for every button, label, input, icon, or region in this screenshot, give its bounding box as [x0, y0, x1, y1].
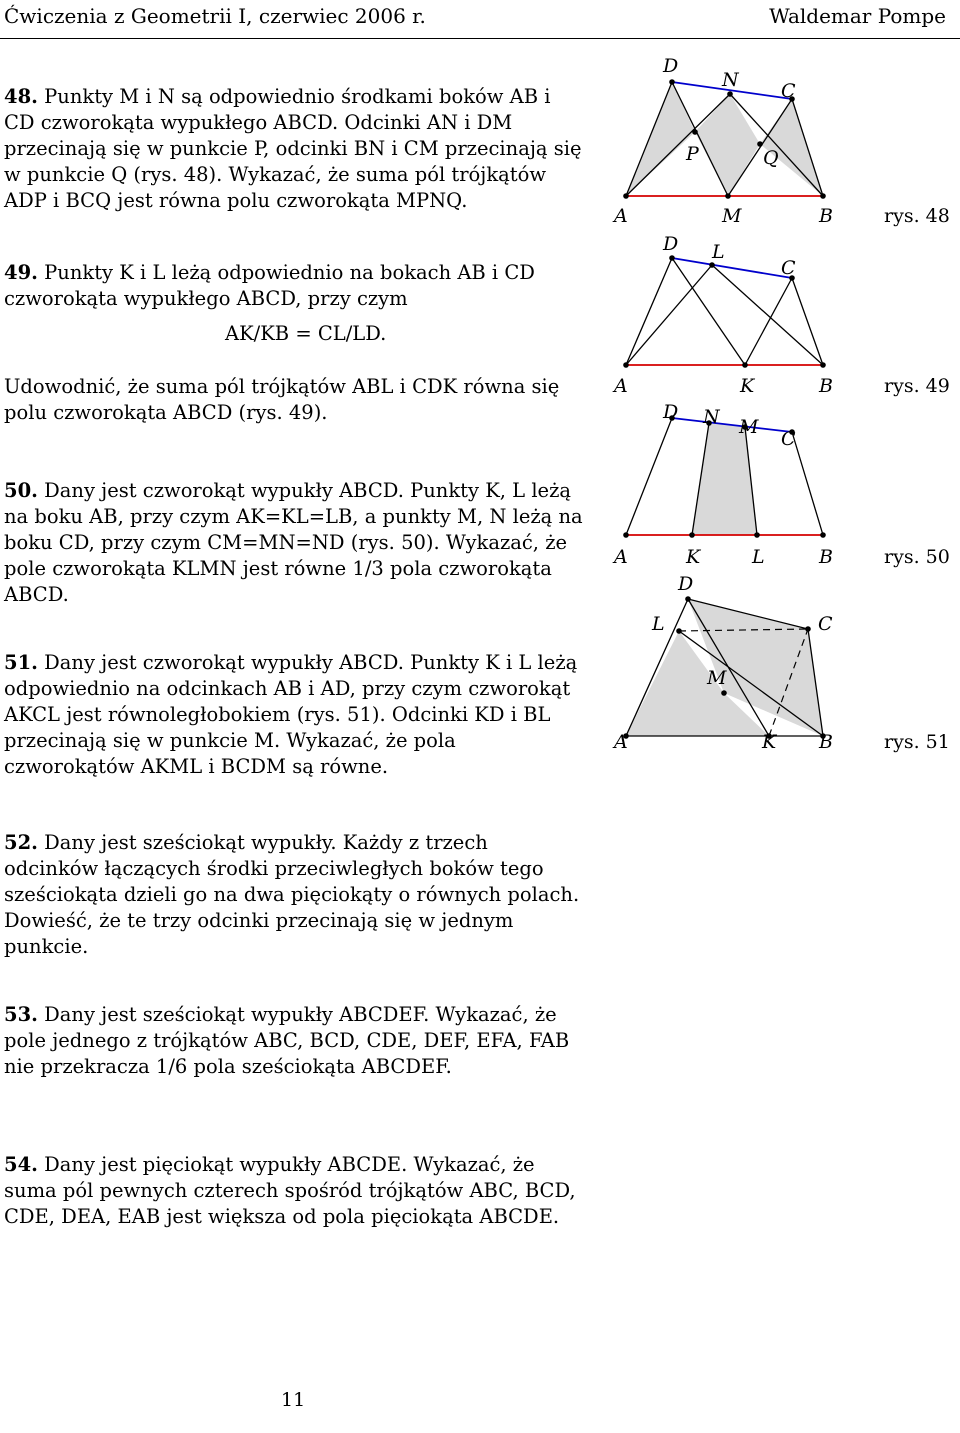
problem-text: Dany jest sześciokąt wypukły. Każdy z trzech odcinków łączących środki przeciwległych boków tego sześciokąta dzieli go na dwa pięciokąty o równych polach. Dowieść, że te trzy odcinki przecinają się w jednym punkcie.: [4, 831, 580, 958]
problem-number: 49.: [4, 261, 38, 284]
problem-text: Udowodnić, że suma pól trójkątów ABL i CDK równa się polu czworokąta ABCD (rys. 49).: [4, 375, 560, 424]
label-k: K: [686, 546, 701, 568]
problem-number: 48.: [4, 85, 38, 108]
problem-number: 52.: [4, 831, 38, 854]
problem-text: Dany jest sześciokąt wypukły ABCDEF. Wykazać, że pole jednego z trójkątów ABC, BCD, CDE, DEF, EFA, FAB nie przekracza 1/6 pola sześciokąta ABCDEF.: [4, 1003, 570, 1078]
label-b: B: [819, 205, 833, 227]
label-k: K: [762, 731, 777, 753]
label-m: M: [707, 667, 727, 689]
figure-caption: rys. 49: [884, 375, 950, 397]
segment-ck: [745, 278, 792, 365]
side-bc: [792, 432, 823, 535]
label-n: N: [722, 69, 739, 91]
label-d: D: [663, 233, 679, 255]
side-ad: [626, 258, 672, 365]
label-m: M: [722, 205, 742, 227]
segment-al: [626, 265, 712, 365]
label-a: A: [614, 731, 628, 753]
problem-text: Punkty K i L leżą odpowiednio na bokach AB i CD czworokąta wypukłego ABCD, przy czym: [4, 261, 535, 310]
page-number: 11: [281, 1389, 306, 1411]
ratio-formula: AK/KB = CL/LD.: [225, 322, 387, 345]
problem-53: [4, 1002, 584, 1080]
label-d: D: [678, 573, 694, 595]
label-a: A: [614, 375, 628, 397]
header-rule: [0, 38, 960, 39]
figure-49: [600, 232, 960, 410]
label-n: N: [703, 406, 720, 428]
problem-49-continued: [4, 374, 584, 426]
problem-number: 54.: [4, 1153, 38, 1176]
label-c: C: [781, 257, 796, 279]
label-k: K: [740, 375, 755, 397]
problem-number: 51.: [4, 651, 38, 674]
label-a: A: [614, 546, 628, 568]
label-c: C: [781, 80, 796, 102]
problem-48: [4, 84, 584, 214]
label-c: C: [818, 613, 833, 635]
label-q: Q: [763, 147, 779, 169]
label-m: M: [739, 416, 759, 438]
label-b: B: [819, 731, 833, 753]
figure-caption: rys. 50: [884, 546, 950, 568]
label-l: L: [752, 546, 765, 568]
figure-48: [600, 50, 960, 230]
quad-mpnq: [695, 94, 760, 196]
problem-52: [4, 830, 584, 960]
label-d: D: [663, 401, 679, 423]
segment-dk: [672, 258, 745, 365]
segment-bl: [712, 265, 823, 365]
label-a: A: [614, 205, 628, 227]
header-author: Waldemar Pompe: [769, 4, 946, 28]
problem-number: 50.: [4, 479, 38, 502]
label-l: L: [652, 613, 665, 635]
label-p: P: [686, 143, 699, 165]
problem-54: [4, 1152, 584, 1230]
problem-50: [4, 478, 584, 608]
problem-49: [4, 260, 584, 312]
problem-text: Dany jest czworokąt wypukły ABCD. Punkty K i L leżą odpowiednio na odcinkach AB i AD, przy czym czworokąt AKCL jest równoległobokiem (rys. 51). Odcinki KD i BL przecinają się w punkcie M. Wykazać, że pola czworokątów AKML i BCDM są równe.: [4, 651, 578, 778]
label-b: B: [819, 375, 833, 397]
problem-51: [4, 650, 584, 780]
label-d: D: [663, 55, 679, 77]
label-c: C: [781, 428, 796, 450]
quad-klmn: [692, 423, 757, 535]
label-b: B: [819, 546, 833, 568]
figure-50: [600, 400, 960, 576]
figure-51: [600, 570, 960, 770]
side-bc: [792, 278, 823, 365]
figure-caption: rys. 48: [884, 205, 950, 227]
problem-text: Dany jest pięciokąt wypukły ABCDE. Wykazać, że suma pól pewnych czterech spośród trójkątów ABC, BCD, CDE, DEA, EAB jest większa od pola pięciokąta ABCDE.: [4, 1153, 576, 1228]
problem-number: 53.: [4, 1003, 38, 1026]
figure-caption: rys. 51: [884, 731, 950, 753]
problem-text: Dany jest czworokąt wypukły ABCD. Punkty K, L leżą na boku AB, przy czym AK=KL=LB, a punkty M, N leżą na boku CD, przy czym CM=MN=ND (rys. 50). Wykazać, że pole czworokąta KLMN jest równe 1/3 pola czworokąta ABCD.: [4, 479, 583, 606]
label-l: L: [712, 241, 725, 263]
side-ad: [626, 418, 672, 535]
header-title: Ćwiczenia z Geometrii I, czerwiec 2006 r.: [4, 4, 426, 28]
side-dc: [672, 258, 792, 278]
problem-text: Punkty M i N są odpowiednio środkami boków AB i CD czworokąta wypukłego ABCD. Odcinki AN i DM przecinają się w punkcie P, odcinki BN i CM przecinają się w punkcie Q (rys. 48). Wykazać, że suma pól trójkątów ADP i BCQ jest równa polu czworokąta MPNQ.: [4, 85, 582, 212]
